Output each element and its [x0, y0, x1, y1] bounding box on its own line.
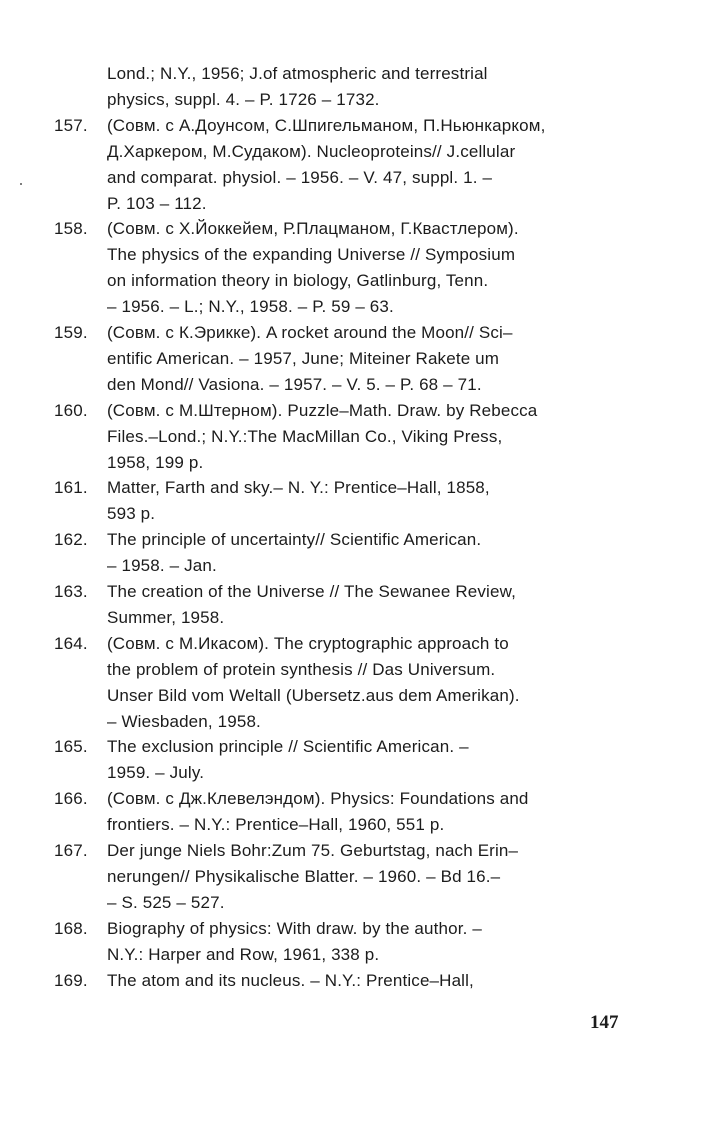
entry-number: 161.	[54, 478, 88, 498]
entry-text: N.Y.: Harper and Row, 1961, 338 p.	[107, 944, 380, 964]
entry-text: The physics of the expanding Universe // Symposium	[107, 245, 516, 265]
entry-text: The exclusion principle // Scientific American. –	[107, 737, 469, 757]
entry-text: the problem of protein synthesis // Das Universum.	[107, 659, 496, 679]
entry-text: Д.Харкером, М.Судаком). Nucleoproteins// J.cellular	[107, 141, 516, 161]
entry-number: 159.	[54, 323, 88, 342]
entry-text: (Совм. с К.Эрикке). A rocket around the Moon// Sci–	[107, 323, 513, 342]
entry-number: 168.	[54, 918, 88, 938]
entry-text: The principle of uncertainty// Scientific American.	[107, 530, 482, 550]
entry-text: 1959. – July.	[107, 763, 205, 783]
entry-text: (Совм. с М.Икасом). The cryptographic approach to	[107, 633, 509, 653]
entry-number: 166.	[54, 789, 88, 809]
entry-number: 157.	[54, 115, 88, 135]
entry-text: (Совм. с Дж.Клевелэндом). Physics: Foundations and	[107, 789, 529, 809]
entry-text: Der junge Niels Bohr:Zum 75. Geburtstag, nach Erin–	[107, 841, 519, 860]
entry-text: den Mond// Vasiona. – 1957. – V. 5. – P. 68 – 71.	[107, 374, 482, 394]
entry-text: Lond.; N.Y., 1956; J.of atmospheric and terrestrial	[107, 64, 488, 83]
entry-text: Unser Bild vom Weltall (Ubersetz.aus dem Amerikan).	[107, 685, 520, 705]
entry-text: (Совм. с А.Доунсом, С.Шпигельманом, П.Ньюнкарком,	[107, 115, 546, 135]
entry-text: physics, suppl. 4. – P. 1726 – 1732.	[107, 89, 380, 109]
entry-text: P. 103 – 112.	[107, 193, 207, 213]
entry-text: and comparat. physiol. – 1956. – V. 47, suppl. 1. –	[107, 167, 493, 187]
entry-text: 1958, 199 p.	[107, 452, 204, 472]
entry-number: 158.	[54, 219, 88, 239]
entry-text: on information theory in biology, Gatlinburg, Tenn.	[107, 271, 489, 291]
entry-number: 163.	[54, 582, 88, 601]
entry-text: entific American. – 1957, June; Miteiner Rakete um	[107, 348, 500, 368]
page-number: 147	[590, 1012, 619, 1033]
entry-number: 165.	[54, 737, 88, 757]
entry-text: 593 p.	[107, 504, 156, 524]
entry-text: (Совм. с Х.Йоккейем, Р.Плацманом, Г.Квастлером).	[107, 219, 519, 239]
entry-text: nerungen// Physikalische Blatter. – 1960. – Bd 16.–	[107, 866, 501, 886]
entry-text: The atom and its nucleus. – N.Y.: Prentice–Hall,	[107, 970, 474, 990]
entry-text: Files.–Lond.; N.Y.:The MacMillan Co., Viking Press,	[107, 426, 503, 446]
entry-text: Biography of physics: With draw. by the author. –	[107, 918, 482, 938]
entry-text: – 1956. – L.; N.Y., 1958. – P. 59 – 63.	[107, 297, 394, 317]
entry-number: 160.	[54, 400, 88, 420]
entry-number: 162.	[54, 530, 88, 550]
entry-number: 164.	[54, 633, 88, 653]
scan-speck	[20, 183, 22, 185]
entry-text: frontiers. – N.Y.: Prentice–Hall, 1960, 551 p.	[107, 815, 445, 835]
entry-text: – 1958. – Jan.	[107, 556, 217, 576]
entry-text: Matter, Farth and sky.– N. Y.: Prentice–Hall, 1858,	[107, 478, 490, 498]
entry-number: 169.	[54, 970, 88, 990]
entry-text: (Совм. с М.Штерном). Puzzle–Math. Draw. by Rebecca	[107, 400, 538, 420]
entry-text: The creation of the Universe // The Sewanee Review,	[107, 582, 516, 601]
entry-text: – S. 525 – 527.	[107, 892, 225, 912]
entry-text: – Wiesbaden, 1958.	[107, 711, 261, 731]
entry-text: Summer, 1958.	[107, 607, 225, 627]
entry-number: 167.	[54, 841, 88, 860]
